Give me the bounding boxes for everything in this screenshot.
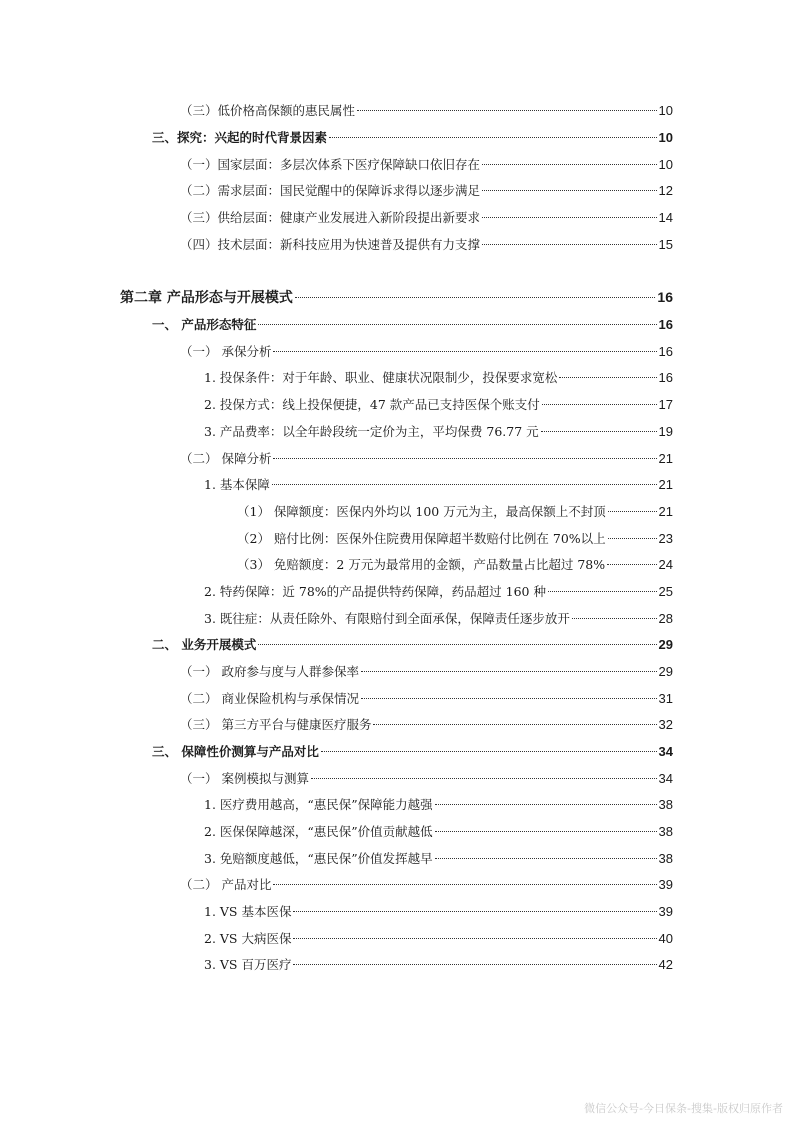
toc-entry-title: 1. VS 基本医保 xyxy=(204,904,292,919)
toc-entry[interactable] xyxy=(204,956,673,974)
dot-leader xyxy=(482,190,657,191)
toc-entry-title: （1） 保障额度：医保内外均以 100 万元为主，最高保额上不封顶 xyxy=(237,504,606,519)
toc-entry-page: 16 xyxy=(658,317,673,332)
toc-entry[interactable] xyxy=(180,690,673,708)
toc-entry[interactable] xyxy=(180,209,673,227)
toc-entry-title: （一）国家层面：多层次体系下医疗保障缺口依旧存在 xyxy=(180,157,481,172)
dot-leader xyxy=(548,591,657,592)
toc-entry[interactable] xyxy=(180,770,673,788)
toc-entry-title: （二） 商业保险机构与承保情况 xyxy=(180,691,359,706)
toc-entry-title: （三） 第三方平台与健康医疗服务 xyxy=(180,717,372,732)
toc-entry-page: 10 xyxy=(658,103,673,118)
toc-entry-title: 1. 基本保障 xyxy=(204,477,270,492)
dot-leader xyxy=(273,884,656,885)
toc-entry-page: 23 xyxy=(658,531,673,546)
toc-entry-title: 2. 特药保障：近 78%的产品提供特药保障，药品超过 160 种 xyxy=(204,584,546,599)
toc-entry-title: （四）技术层面：新科技应用为快速普及提供有力支撑 xyxy=(180,237,481,252)
toc-entry-title: （一） 政府参与度与人群参保率 xyxy=(180,664,359,679)
dot-leader xyxy=(329,137,657,138)
toc-entry-title: （3） 免赔额度：2 万元为最常用的金额，产品数量占比超过 78% xyxy=(237,557,606,572)
toc-entry-title: 2. 投保方式：线上投保便捷，47 款产品已支持医保个账支付 xyxy=(204,397,540,412)
dot-leader xyxy=(273,458,656,459)
dot-leader xyxy=(293,938,656,939)
toc-entry-page: 29 xyxy=(658,637,673,652)
toc-entry[interactable] xyxy=(152,129,673,147)
toc-entry-page: 38 xyxy=(658,824,673,839)
dot-leader xyxy=(482,244,657,245)
toc-entry-title: （二） 保障分析 xyxy=(180,451,272,466)
dot-leader xyxy=(357,110,657,111)
dot-leader xyxy=(361,671,657,672)
dot-leader xyxy=(295,297,656,298)
toc-entry-title: 三、 保障性价测算与产品对比 xyxy=(152,744,319,759)
toc-entry-page: 16 xyxy=(657,289,673,305)
toc-entry-page: 32 xyxy=(658,717,673,732)
toc-entry-title: 2. VS 大病医保 xyxy=(204,931,292,946)
toc-entry-page: 16 xyxy=(658,344,673,359)
toc-entry-page: 38 xyxy=(658,851,673,866)
dot-leader xyxy=(273,351,656,352)
toc-entry[interactable] xyxy=(180,450,673,468)
toc-entry-title: 1. 投保条件：对于年龄、职业、健康状况限制少，投保要求宽松 xyxy=(204,370,558,385)
toc-entry-page: 29 xyxy=(658,664,673,679)
dot-leader xyxy=(311,778,657,779)
toc-entry-title: （二） 产品对比 xyxy=(180,877,272,892)
toc-entry-title: 3. 产品费率：以全年龄段统一定价为主，平均保费 76.77 元 xyxy=(204,424,539,439)
toc-entry[interactable] xyxy=(237,530,673,548)
toc-entry-title: （一） 案例模拟与测算 xyxy=(180,771,309,786)
toc-entry-page: 24 xyxy=(658,557,673,572)
toc-entry-page: 21 xyxy=(658,504,673,519)
dot-leader xyxy=(541,431,657,432)
toc-entry[interactable] xyxy=(180,663,673,681)
toc-entry-page: 40 xyxy=(658,931,673,946)
toc-entry[interactable] xyxy=(237,556,673,574)
dot-leader xyxy=(608,538,657,539)
toc-entry-page: 25 xyxy=(658,584,673,599)
toc-entry[interactable] xyxy=(204,850,673,868)
dot-leader xyxy=(272,484,657,485)
toc-entry-title: （三）供给层面：健康产业发展进入新阶段提出新要求 xyxy=(180,210,481,225)
toc-entry-page: 15 xyxy=(658,237,673,252)
watermark: 微信公众号-今日保条-搜集-版权归原作者 xyxy=(584,1102,783,1115)
dot-leader xyxy=(608,511,657,512)
toc-entry[interactable] xyxy=(152,743,673,761)
toc-entry-page: 21 xyxy=(658,451,673,466)
toc-entry-page: 21 xyxy=(658,477,673,492)
dot-leader xyxy=(559,377,656,378)
toc-entry-page: 12 xyxy=(658,183,673,198)
toc-entry[interactable] xyxy=(180,876,673,894)
toc-entry-page: 39 xyxy=(658,877,673,892)
toc-entry-title: （一） 承保分析 xyxy=(180,344,272,359)
toc-entry-title: 1. 医疗费用越高，“惠民保”保障能力越强 xyxy=(204,797,433,812)
toc-entry[interactable] xyxy=(204,476,673,494)
dot-leader xyxy=(542,404,657,405)
toc-entry-page: 14 xyxy=(658,210,673,225)
dot-leader xyxy=(435,804,657,805)
toc-entry-page: 31 xyxy=(658,691,673,706)
dot-leader xyxy=(482,217,657,218)
toc-entry-title: （三）低价格高保额的惠民属性 xyxy=(180,103,356,118)
toc-entry-title: 3. 既往症：从责任除外、有限赔付到全面承保，保障责任逐步放开 xyxy=(204,611,570,626)
toc-entry-page: 42 xyxy=(658,957,673,972)
toc-entry-page: 19 xyxy=(658,424,673,439)
dot-leader xyxy=(321,751,657,752)
dot-leader xyxy=(293,911,656,912)
toc-entry[interactable] xyxy=(180,716,673,734)
toc-entry-page: 10 xyxy=(658,130,673,145)
toc-entry[interactable] xyxy=(152,636,673,654)
dot-leader xyxy=(572,618,657,619)
dot-leader xyxy=(293,964,656,965)
toc-entry[interactable] xyxy=(180,343,673,361)
toc-entry-title: 2. 医保保障越深，“惠民保”价值贡献越低 xyxy=(204,824,433,839)
toc-entry[interactable] xyxy=(204,610,673,628)
toc-entry[interactable] xyxy=(180,156,673,174)
toc-entry[interactable] xyxy=(180,102,673,120)
dot-leader xyxy=(435,831,657,832)
toc-entry-page: 10 xyxy=(658,157,673,172)
toc-entry-page: 16 xyxy=(658,370,673,385)
toc-entry[interactable] xyxy=(204,930,673,948)
dot-leader xyxy=(258,324,656,325)
toc-entry-page: 28 xyxy=(658,611,673,626)
toc-entry-title: （2） 赔付比例：医保外住院费用保障超半数赔付比例在 70%以上 xyxy=(237,531,606,546)
toc-entry-page: 34 xyxy=(658,744,673,759)
toc-entry[interactable] xyxy=(204,423,673,441)
toc-entry[interactable] xyxy=(204,396,673,414)
toc-entry-page: 17 xyxy=(658,397,673,412)
toc-entry-page: 39 xyxy=(658,904,673,919)
dot-leader xyxy=(435,858,657,859)
toc-entry[interactable] xyxy=(204,796,673,814)
toc-entry-title: 3. VS 百万医疗 xyxy=(204,957,292,972)
toc-entry-title: 第二章 产品形态与开展模式 xyxy=(120,290,293,306)
dot-leader xyxy=(607,564,656,565)
toc-entry[interactable] xyxy=(152,316,673,334)
toc-entry[interactable] xyxy=(204,823,673,841)
dot-leader xyxy=(258,644,656,645)
toc-entry-page: 34 xyxy=(658,771,673,786)
toc-entry-title: 3. 免赔额度越低，“惠民保”价值发挥越早 xyxy=(204,851,433,866)
toc-entry-title: （二）需求层面：国民觉醒中的保障诉求得以逐步满足 xyxy=(180,183,481,198)
toc-entry[interactable] xyxy=(204,903,673,921)
toc-entry[interactable] xyxy=(180,182,673,200)
toc-chapter[interactable] xyxy=(120,288,673,308)
toc-entry[interactable] xyxy=(204,583,673,601)
toc-entry[interactable] xyxy=(180,236,673,254)
toc-entry-title: 三、探究：兴起的时代背景因素 xyxy=(152,130,328,145)
toc-entry-title: 一、 产品形态特征 xyxy=(152,317,257,332)
toc-entry[interactable] xyxy=(237,503,673,521)
toc-entry-title: 二、 业务开展模式 xyxy=(152,637,257,652)
dot-leader xyxy=(361,698,657,699)
dot-leader xyxy=(482,164,657,165)
dot-leader xyxy=(373,724,656,725)
toc-entry[interactable] xyxy=(204,369,673,387)
toc-entry-page: 38 xyxy=(658,797,673,812)
